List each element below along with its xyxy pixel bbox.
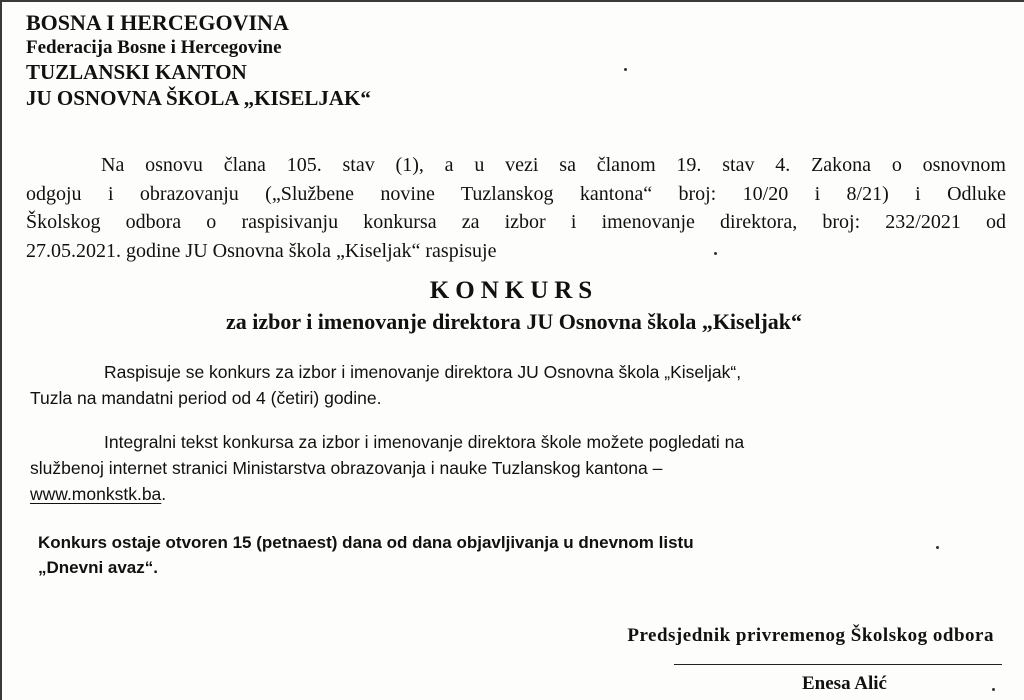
scan-speck: [992, 688, 995, 691]
legal-basis-paragraph: [26, 151, 1006, 265]
federation-name: Federacija Bosne i Hercegovine: [26, 37, 282, 58]
notice-subtitle: za izbor i imenovanje direktora JU Osnovna škola „Kiseljak“: [225, 309, 803, 334]
full-text-paragraph: [30, 429, 744, 507]
intro-line: Na osnovu člana 105. stav (1), a u vezi sa članom 19. stav 4. Zakona o osnovnom: [101, 154, 1006, 176]
scan-speck: [714, 252, 717, 255]
ministry-website-link[interactable]: www.monkstk.ba: [30, 484, 162, 504]
deadline-paragraph: [38, 530, 694, 580]
deadline-line: Konkurs ostaje otvoren 15 (petnaest) dana od dana objavljivanja u dnevnom listu: [38, 533, 694, 552]
institution-header: [26, 10, 371, 111]
link-period: .: [161, 484, 167, 504]
intro-line: Školskog odbora o raspisivanju konkursa za izbor i imenovanje direktora, broj: 232/2021 od: [26, 211, 1006, 233]
announcement-paragraph: [30, 359, 741, 411]
intro-line: 27.05.2021. godine JU Osnovna škola „Kiseljak“ raspisuje: [26, 239, 497, 262]
full-text-line: službenoj internet stranici Ministarstva obrazovanja i nauke Tuzlanskog kantona –: [30, 458, 663, 478]
signatory-role: Predsjednik privremenog Školskog odbora: [627, 625, 994, 646]
link-line: [30, 481, 744, 507]
notice-title: KONKURS: [429, 277, 599, 304]
country-name: BOSNA I HERCEGOVINA: [26, 10, 289, 35]
announcement-line: Tuzla na mandatni period od 4 (četiri) godine.: [30, 388, 382, 408]
scan-speck: [624, 68, 627, 71]
scan-speck: [936, 546, 939, 549]
signatory-name: Enesa Alić: [802, 673, 887, 694]
school-name: JU OSNOVNA ŠKOLA „KISELJAK“: [26, 86, 371, 110]
announcement-line: Raspisuje se konkurs za izbor i imenovanje direktora JU Osnovna škola „Kiseljak“,: [104, 362, 742, 382]
full-text-line: Integralni tekst konkursa za izbor i imenovanje direktora škole možete pogledati na: [104, 432, 745, 452]
intro-line: odgoju i obrazovanju („Službene novine Tuzlanskog kantona“ broj: 10/20 i 8/21) i Odluke: [26, 182, 1006, 205]
deadline-line: „Dnevni avaz“.: [38, 558, 158, 577]
canton-name: TUZLANSKI KANTON: [26, 60, 247, 84]
signature-line: [674, 664, 1002, 665]
